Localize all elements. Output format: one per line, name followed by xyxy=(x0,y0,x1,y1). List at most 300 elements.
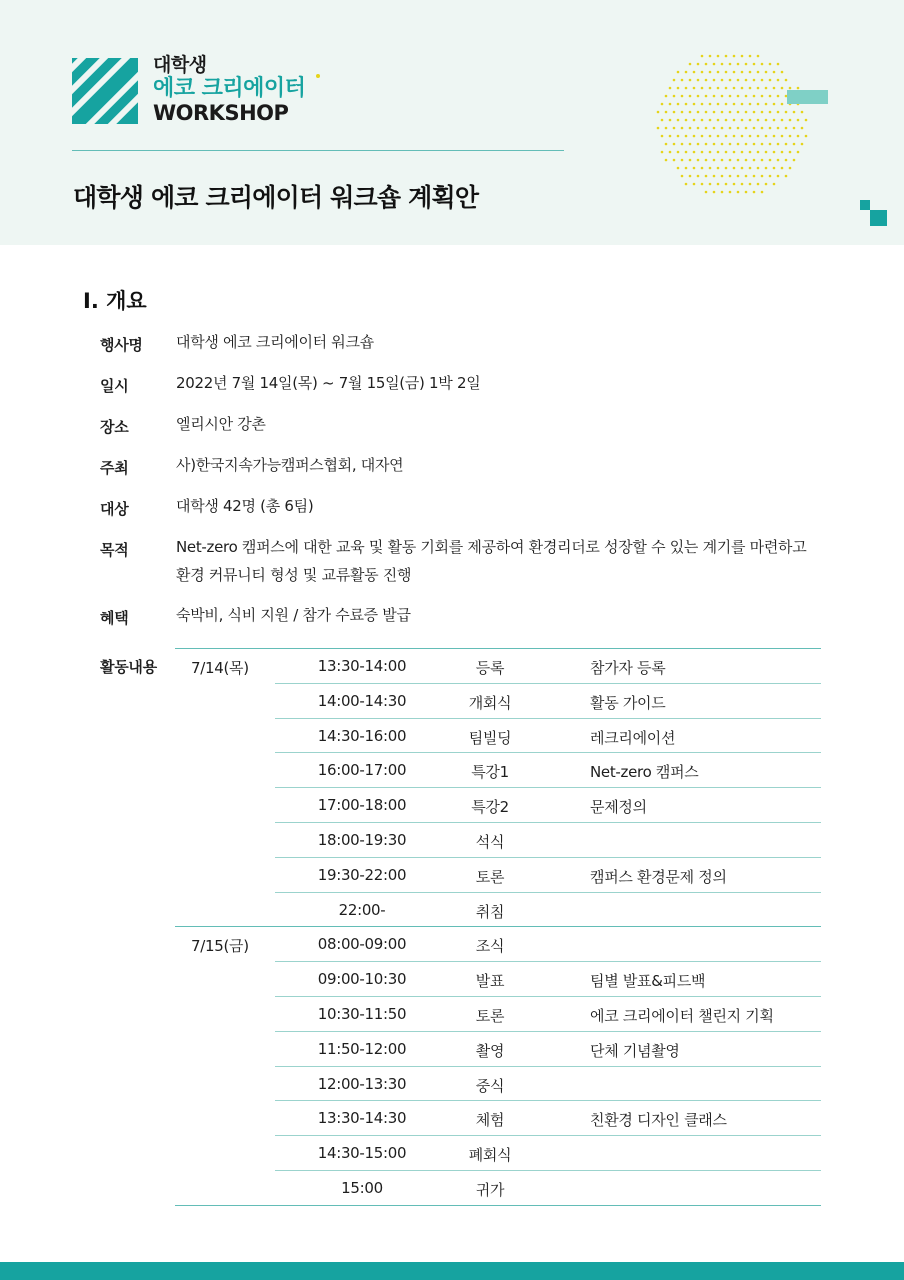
schedule-time: 12:00-13:30 xyxy=(317,1074,407,1093)
decoration-dot xyxy=(765,119,768,122)
decoration-dot xyxy=(693,167,696,170)
decoration-dot xyxy=(701,87,704,90)
decoration-dot xyxy=(737,175,740,178)
decoration-dot xyxy=(793,111,796,114)
overview-value: 숙박비, 식비 지원 / 참가 수료증 발급 xyxy=(176,606,411,624)
decoration-dot xyxy=(741,151,744,154)
decoration-dot xyxy=(761,143,764,146)
decoration-dot xyxy=(745,63,748,66)
decoration-dot xyxy=(753,95,756,98)
decoration-dot xyxy=(757,55,760,58)
schedule-activity: 귀가 xyxy=(475,1180,505,1199)
decoration-dot xyxy=(701,135,704,138)
decoration-dot xyxy=(685,183,688,186)
decoration-dot xyxy=(741,135,744,138)
decoration-dot xyxy=(801,127,804,130)
decoration-dot xyxy=(709,87,712,90)
decoration-dot xyxy=(673,111,676,114)
decoration-dot xyxy=(765,151,768,154)
logo-line-3: WORKSHOP xyxy=(153,101,289,125)
decoration-dot xyxy=(761,175,764,178)
decoration-dot xyxy=(729,95,732,98)
decoration-dot xyxy=(681,95,684,98)
schedule-activity: 토론 xyxy=(475,867,505,886)
decoration-dot xyxy=(733,151,736,154)
decoration-dot xyxy=(789,87,792,90)
decoration-dot xyxy=(709,71,712,74)
logo-line-2: 에코 크리에이터 xyxy=(153,76,306,101)
decoration-dot xyxy=(741,167,744,170)
decoration-dot xyxy=(657,111,660,114)
decoration-dot xyxy=(805,119,808,122)
decoration-dot xyxy=(669,87,672,90)
decoration-dot xyxy=(713,159,716,162)
decoration-dot xyxy=(785,127,788,130)
decoration-dot xyxy=(705,63,708,66)
decoration-dot xyxy=(777,63,780,66)
overview-value-line-2: 환경 커뮤니티 형성 및 교류활동 진행 xyxy=(176,566,412,584)
decoration-dot xyxy=(753,143,756,146)
schedule-label: 활동내용 xyxy=(100,658,157,676)
decoration-dot xyxy=(769,95,772,98)
decoration-square-small xyxy=(860,200,870,210)
overview-label: 대상 xyxy=(100,500,129,518)
decoration-dot xyxy=(785,111,788,114)
decoration-dot xyxy=(793,143,796,146)
schedule-activity: 개회식 xyxy=(468,693,512,712)
decoration-dot xyxy=(709,151,712,154)
decoration-dot xyxy=(689,159,692,162)
decoration-dot xyxy=(665,127,668,130)
decoration-dot xyxy=(669,151,672,154)
decoration-dot xyxy=(749,87,752,90)
schedule-description: 레크리에이션 xyxy=(590,728,676,747)
decoration-dot xyxy=(773,135,776,138)
decoration-dot xyxy=(769,79,772,82)
decoration-dot xyxy=(769,159,772,162)
decoration-dot xyxy=(681,175,684,178)
overview-label: 목적 xyxy=(100,541,129,559)
decoration-dot xyxy=(765,103,768,106)
schedule-row xyxy=(175,753,821,788)
decoration-dot xyxy=(733,183,736,186)
decoration-dot xyxy=(709,183,712,186)
decoration-dot xyxy=(709,119,712,122)
decoration-dot xyxy=(677,87,680,90)
decoration-dot xyxy=(713,63,716,66)
decoration-dot xyxy=(685,135,688,138)
decoration-dot xyxy=(789,151,792,154)
decoration-dot xyxy=(693,119,696,122)
decoration-dot xyxy=(729,127,732,130)
decoration-dot xyxy=(797,135,800,138)
decoration-dot xyxy=(697,95,700,98)
decoration-dot xyxy=(753,79,756,82)
decoration-dot xyxy=(757,103,760,106)
decoration-dot xyxy=(785,159,788,162)
decoration-dot xyxy=(725,151,728,154)
decoration-dot xyxy=(765,135,768,138)
decoration-dot xyxy=(673,79,676,82)
decoration-dot xyxy=(733,87,736,90)
schedule-row xyxy=(175,788,821,823)
decoration-dot xyxy=(681,143,684,146)
decoration-dot xyxy=(781,103,784,106)
decoration-dot xyxy=(701,183,704,186)
logo-dot xyxy=(316,74,320,78)
decoration-dot xyxy=(685,71,688,74)
decoration-dot xyxy=(705,79,708,82)
decoration-dot xyxy=(717,71,720,74)
decoration-dot xyxy=(725,135,728,138)
decoration-dot xyxy=(797,119,800,122)
decoration-dot xyxy=(721,175,724,178)
schedule-time: 14:00-14:30 xyxy=(317,691,407,710)
overview-value: 2022년 7월 14일(목) ~ 7월 15일(금) 1박 2일 xyxy=(176,374,481,392)
decoration-dot xyxy=(741,183,744,186)
decoration-dot xyxy=(757,167,760,170)
decoration-dot xyxy=(689,143,692,146)
decoration-dot xyxy=(789,135,792,138)
schedule-activity: 중식 xyxy=(475,1076,505,1095)
document-title: 대학생 에코 크리에이터 워크숍 계획안 xyxy=(73,183,479,212)
decoration-dot xyxy=(701,71,704,74)
schedule-activity: 석식 xyxy=(475,832,505,851)
decoration-dot xyxy=(693,183,696,186)
decoration-dot xyxy=(697,63,700,66)
schedule-row xyxy=(175,1101,821,1136)
decoration-dot xyxy=(717,135,720,138)
logo-wordmark xyxy=(153,56,305,124)
decoration-dot xyxy=(777,111,780,114)
decoration-dot xyxy=(725,71,728,74)
decoration-dot xyxy=(781,87,784,90)
decoration-dot xyxy=(673,159,676,162)
decoration-dot xyxy=(777,175,780,178)
decoration-dot xyxy=(705,95,708,98)
decoration-dot xyxy=(733,55,736,58)
decoration-dot xyxy=(797,151,800,154)
decoration-dot xyxy=(705,127,708,130)
schedule-time: 09:00-10:30 xyxy=(317,970,407,989)
schedule-time: 15:00 xyxy=(341,1178,383,1197)
decoration-dot xyxy=(737,111,740,114)
decoration-dot xyxy=(729,191,732,194)
decoration-dot xyxy=(765,167,768,170)
decoration-dot xyxy=(689,127,692,130)
decoration-dot xyxy=(757,71,760,74)
decoration-dot xyxy=(685,151,688,154)
decoration-dot xyxy=(677,135,680,138)
decoration-dot xyxy=(693,87,696,90)
decoration-dot xyxy=(781,119,784,122)
decoration-dot xyxy=(717,87,720,90)
schedule-row xyxy=(175,962,821,997)
schedule-time: 19:30-22:00 xyxy=(317,865,407,884)
decoration-dot xyxy=(761,191,764,194)
decoration-dot xyxy=(709,103,712,106)
decoration-dot xyxy=(701,119,704,122)
decoration-dot xyxy=(713,79,716,82)
footer-band xyxy=(0,1262,904,1280)
decoration-dot xyxy=(701,103,704,106)
overview-value: 사)한국지속가능캠퍼스협회, 대자연 xyxy=(176,456,404,474)
decoration-dot xyxy=(737,191,740,194)
decoration-dot xyxy=(785,79,788,82)
decoration-dot xyxy=(785,175,788,178)
logo-line-1: 대학생 xyxy=(153,54,207,76)
schedule-row xyxy=(175,1032,821,1067)
logo-stripes-icon xyxy=(72,58,138,124)
decoration-dot xyxy=(737,95,740,98)
decoration-dot xyxy=(761,159,764,162)
decoration-dot xyxy=(729,79,732,82)
decoration-dot xyxy=(753,175,756,178)
decoration-dot xyxy=(689,175,692,178)
decoration-dot xyxy=(721,159,724,162)
decoration-dot xyxy=(709,135,712,138)
decoration-dot xyxy=(729,63,732,66)
decoration-dot xyxy=(709,55,712,58)
schedule-activity: 취침 xyxy=(475,902,505,921)
decoration-dot xyxy=(705,143,708,146)
decoration-dot xyxy=(709,167,712,170)
decoration-dot xyxy=(669,119,672,122)
decoration-dot xyxy=(745,175,748,178)
decoration-dot xyxy=(693,135,696,138)
decoration-dot xyxy=(717,151,720,154)
decoration-dot xyxy=(741,71,744,74)
decoration-dot xyxy=(781,151,784,154)
decoration-dot xyxy=(757,119,760,122)
decoration-dot xyxy=(757,135,760,138)
decoration-dot xyxy=(749,119,752,122)
decoration-dot xyxy=(773,119,776,122)
decoration-dot xyxy=(717,167,720,170)
decoration-dot xyxy=(757,183,760,186)
schedule-time: 13:30-14:00 xyxy=(317,657,407,675)
decoration-dot xyxy=(677,103,680,106)
schedule-activity: 조식 xyxy=(475,937,505,956)
decoration-dot xyxy=(745,191,748,194)
decoration-dot xyxy=(713,191,716,194)
decoration-dot xyxy=(705,175,708,178)
decoration-dot xyxy=(657,127,660,130)
decoration-dot xyxy=(721,95,724,98)
schedule-activity: 토론 xyxy=(475,1006,505,1025)
decoration-dot xyxy=(721,127,724,130)
schedule-table xyxy=(175,648,821,1206)
decoration-dot xyxy=(733,103,736,106)
decoration-dot xyxy=(753,127,756,130)
schedule-row xyxy=(175,823,821,858)
schedule-row xyxy=(175,649,821,684)
decoration-dot xyxy=(713,127,716,130)
decoration-dot xyxy=(701,55,704,58)
decoration-dot xyxy=(729,175,732,178)
overview-value: 대학생 42명 (총 6팀) xyxy=(176,497,314,515)
decoration-dot xyxy=(685,167,688,170)
decoration-dot xyxy=(773,151,776,154)
decoration-dot xyxy=(753,191,756,194)
decoration-dot xyxy=(749,151,752,154)
decoration-dot xyxy=(781,71,784,74)
schedule-description: 활동 가이드 xyxy=(590,693,666,712)
decoration-dot xyxy=(741,87,744,90)
decoration-dot xyxy=(745,143,748,146)
schedule-time: 10:30-11:50 xyxy=(317,1004,407,1023)
schedule-description: 참가자 등록 xyxy=(590,659,666,677)
decoration-dot xyxy=(749,55,752,58)
decoration-dot xyxy=(761,127,764,130)
decoration-dot xyxy=(749,71,752,74)
overview-label: 장소 xyxy=(100,418,129,436)
decoration-dot xyxy=(697,175,700,178)
decoration-dot xyxy=(705,159,708,162)
schedule-description: 단체 기념촬영 xyxy=(590,1041,680,1060)
decoration-dot xyxy=(689,63,692,66)
decoration-dot xyxy=(697,79,700,82)
decoration-dot xyxy=(733,71,736,74)
decoration-dot xyxy=(669,103,672,106)
decoration-dot xyxy=(789,119,792,122)
header-divider xyxy=(72,150,564,151)
schedule-description: 캠퍼스 환경문제 정의 xyxy=(590,867,727,886)
decoration-dot xyxy=(673,95,676,98)
schedule-time: 18:00-19:30 xyxy=(317,830,407,849)
decoration-dot xyxy=(717,119,720,122)
decoration-dot xyxy=(713,111,716,114)
overview-value: 대학생 에코 크리에이터 워크숍 xyxy=(176,333,374,351)
decoration-dot xyxy=(801,143,804,146)
schedule-day: 7/14(목) xyxy=(191,659,249,677)
decoration-dot xyxy=(797,87,800,90)
decoration-dot xyxy=(733,167,736,170)
schedule-time: 22:00- xyxy=(338,900,386,919)
decoration-dot xyxy=(661,103,664,106)
schedule-description: Net-zero 캠퍼스 xyxy=(590,763,699,782)
decoration-dot xyxy=(749,167,752,170)
decoration-dot xyxy=(729,159,732,162)
overview-label: 혜택 xyxy=(100,609,129,627)
decoration-dot xyxy=(745,127,748,130)
schedule-activity: 특강1 xyxy=(471,763,509,782)
overview-label: 주최 xyxy=(100,459,129,477)
decoration-dot xyxy=(737,63,740,66)
section-heading: Ⅰ. 개요 xyxy=(83,289,147,313)
decoration-dot xyxy=(745,95,748,98)
schedule-time: 11:50-12:00 xyxy=(317,1039,407,1058)
decoration-dot xyxy=(793,127,796,130)
dot-circle-decoration xyxy=(652,44,812,204)
decoration-dot xyxy=(769,127,772,130)
decoration-dot xyxy=(769,175,772,178)
decoration-dot xyxy=(681,79,684,82)
decoration-dot xyxy=(673,127,676,130)
decoration-dot xyxy=(705,191,708,194)
schedule-activity: 발표 xyxy=(475,972,505,991)
decoration-dot xyxy=(669,135,672,138)
decoration-dot xyxy=(729,111,732,114)
decoration-dot xyxy=(721,143,724,146)
decoration-dot xyxy=(697,127,700,130)
decoration-dot xyxy=(697,159,700,162)
decoration-dot xyxy=(665,111,668,114)
decoration-dot xyxy=(701,167,704,170)
decoration-dot xyxy=(677,119,680,122)
schedule-description: 친환경 디자인 클래스 xyxy=(590,1111,727,1130)
decoration-dot xyxy=(661,135,664,138)
decoration-dot xyxy=(725,55,728,58)
decoration-dot xyxy=(717,183,720,186)
decoration-dot xyxy=(713,95,716,98)
decoration-dot xyxy=(765,183,768,186)
decoration-dot xyxy=(773,183,776,186)
schedule-row xyxy=(175,719,821,754)
decoration-dot xyxy=(749,183,752,186)
decoration-dot xyxy=(777,95,780,98)
decoration-dot xyxy=(681,127,684,130)
decoration-dot xyxy=(685,87,688,90)
decoration-dot xyxy=(717,55,720,58)
schedule-time: 16:00-17:00 xyxy=(317,761,407,780)
schedule-row xyxy=(175,1136,821,1171)
decoration-dot xyxy=(665,143,668,146)
decoration-dot xyxy=(689,111,692,114)
decoration-dot xyxy=(677,71,680,74)
decoration-dot xyxy=(673,143,676,146)
row-divider xyxy=(175,1205,821,1206)
decoration-dot xyxy=(661,151,664,154)
decoration-dot xyxy=(693,103,696,106)
decoration-dot xyxy=(801,111,804,114)
schedule-time: 17:00-18:00 xyxy=(317,796,407,815)
decoration-dot xyxy=(677,167,680,170)
overview-label: 행사명 xyxy=(100,336,143,354)
decoration-dot xyxy=(725,103,728,106)
decoration-dot xyxy=(757,151,760,154)
decoration-dot xyxy=(753,159,756,162)
decoration-dot xyxy=(773,167,776,170)
decoration-dot xyxy=(661,119,664,122)
schedule-time: 08:00-09:00 xyxy=(317,935,407,954)
schedule-description: 문제정의 xyxy=(590,798,647,817)
overview-value: Net-zero 캠퍼스에 대한 교육 및 활동 기회를 제공하여 환경리더로 성장할 수 있는 계기를 마련하고 xyxy=(176,538,807,556)
decoration-dot xyxy=(757,87,760,90)
decoration-dot xyxy=(729,143,732,146)
schedule-day: 7/15(금) xyxy=(191,937,249,956)
decoration-dot xyxy=(665,95,668,98)
decoration-dot xyxy=(777,127,780,130)
decoration-dot xyxy=(769,63,772,66)
decoration-dot xyxy=(761,79,764,82)
overview-label: 일시 xyxy=(100,377,129,395)
decoration-dot xyxy=(761,95,764,98)
decoration-dot xyxy=(689,79,692,82)
decoration-dot xyxy=(725,167,728,170)
decoration-dot xyxy=(685,103,688,106)
decoration-dot xyxy=(761,63,764,66)
decoration-dot xyxy=(705,111,708,114)
schedule-time: 14:30-15:00 xyxy=(317,1144,407,1163)
decoration-dot xyxy=(685,119,688,122)
decoration-dot xyxy=(789,167,792,170)
schedule-activity: 체험 xyxy=(475,1111,505,1130)
decoration-dot xyxy=(769,143,772,146)
decoration-dot xyxy=(741,119,744,122)
decoration-dot xyxy=(793,159,796,162)
decoration-dot xyxy=(721,191,724,194)
